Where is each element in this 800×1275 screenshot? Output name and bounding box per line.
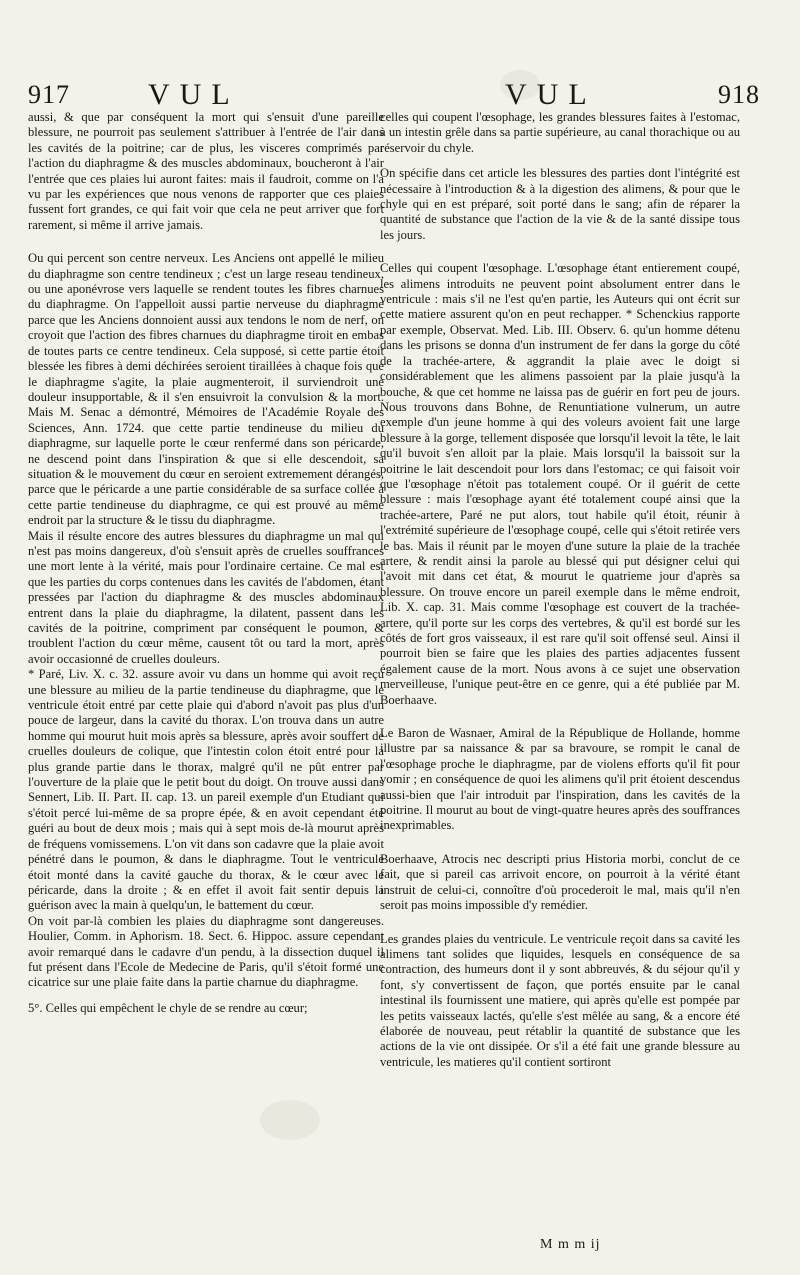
paragraph: On spécifie dans cet article les blessures des parties dont l'intégrité est nécessaire à l'introduction & à la digestion des alimens, & pour que le chyle qui en est préparé, soit porté dans le sang; afin de réparer la quantité de substance que l'action de la vie & de la santé dissipe tous les jours. <box>380 166 740 242</box>
paragraph: Mais il résulte encore des autres blessures du diaphragme un mal qui n'est pas moins dangereux, d'où s'ensuit après de cruelles souffrances une mort lente à la vérité, mais pour l'ordinaire certaine. Ce mal est que les parties du corps contenues dans les cavités de l'abdomen, étant pressées par l'action du diaphragme & des muscles abdominaux entrent dans la plaie du diaphragme, la dilatent, passent dans les cavités de la poitrine, compriment par conséquent le poumon, & troublent l'action du cœur même, causent tôt ou tard la mort, après avoir occasionné de cruelles douleurs. <box>28 528 384 666</box>
running-header <box>0 80 800 114</box>
left-column <box>28 110 384 1016</box>
paragraph: 5°. Celles qui empêchent le chyle de se rendre au cœur; <box>28 1000 308 1015</box>
paper-stain <box>500 70 540 100</box>
paragraph: Boerhaave, Atrocis nec descripti prius Historia morbi, conclut de ce fait, que si pareil cas arrivoit encore, on pourroit à la vérité étant instruit de celui-ci, connoître d'où procederoit le mal, mais qu'il n'en seroit pas moins impossible d'y remédier. <box>380 851 740 913</box>
running-head-right: VUL <box>505 78 597 111</box>
page-number-left: 917 <box>28 80 70 109</box>
page-number-right: 918 <box>718 80 760 109</box>
signature-mark: M m m ij <box>540 1237 601 1252</box>
right-column <box>380 110 740 1070</box>
paper-stain <box>260 1100 320 1140</box>
paragraph: aussi, & que par conséquent la mort qui s'ensuit d'une pareille blessure, ne pourroit pas seulement s'attribuer à l'entrée de l'air dans les cavités de la poitrine; car de plus, les visceres comprimés par l'action du diaphragme & des muscles abdominaux, boucheront à l'air l'entrée que ces plaies lui auront faites: mais il faudroit, comme on l'a vu par les expériences que nous venons de rapporter que ces plaies fussent fort grandes, ce qui fait voir que cela ne peut arriver que fort rarement, si même il arrive jamais. <box>28 110 384 232</box>
paragraph: Les grandes plaies du ventricule. Le ventricule reçoit dans sa cavité les alimens tant solides que liquides, lesquels en conséquence de sa contraction, des humeurs dont il y sont abbreuvés, & du séjour qu'il y font, s'y convertissent de façon, que portés ensuite par le canal intestinal ils fournissent une matiere, qui après qu'elle est pompée par les petits vaisseaux lactés, qu'elle s'est mêlée au sang, & a encore été élaborée de nouveau, peut rétablir la quantité de substance que les actions de la vie ont dissipée. Or s'il a été fait une grande blessure au ventricule, les matieres qu'il contient sortiront <box>380 931 740 1069</box>
paragraph: Celles qui coupent l'œsophage. L'œsophage étant entierement coupé, les alimens introduits ne peuvent point absolument entrer dans le ventricule : mais s'il ne l'est qu'en partie, les Auteurs qui ont écrit sur cette matiere assurent qu'on en peut rechapper. * Schenckius rapporte par exemple, Observat. Med. Lib. III. Observ. 6. qu'un homme détenu dans les prisons se donna d'un instrument de fer dans la gorge du côté de la trachée-artere, & aggrandit la plaie avec le doigt si considérablement que les alimens passoient par la plaie jusqu'à la bouche, & que cet homme ne laissa pas de guérir en fort peu de jours. Nous trouvons dans Bohne, de Renuntiatione vulnerum, un autre exemple d'un jeune homme à qui des voleurs avoient fait une large blessure à la gorge, tellement disposée que lorsqu'il levoit la tête, le lait qu'il buvoit s'en alloit par la plaie. Mais lorsqu'il la baissoit sur la poitrine le lait descendoit pour lors dans l'estomac; ce qui faisoit voir que l'œsophage n'étoit pas totalement coupé. Or il guérit de cette blessure : mais l'œsophage ayant été totalement coupé ainsi que la trachée-artere, Paré ne put alors, tout habile qu'il étoit, réunir à l'extrémité supérieure de l'œsophage coupé, celle qui s'étoit retirée vers le bas. Mais il réunit par le moyen d'une suture la plaie de la trachée artere, & rendit ainsi la parole au blessé qui put désigner celui qui l'avoit mit dans cet état, & mourut le quatrieme jour d'après sa blessure. On trouve encore un pareil exemple dans le même endroit, Lib. X. cap. 31. Mais comme l'œsophage est couvert de la trachée-artere, qu'il porte sur les corps des vertebres, & qu'il est bordé sur les côtés de fort gros vaisseaux, il est rare qu'il soit offensé seul. Ainsi il pourroit bien se faire que les plaies des parties adjacentes fussent également cause de la mort. Nous avons à ce sujet une observation merveilleuse, l'unique peut-être en ce genre, qui a été publiée par M. Boerhaave. <box>380 261 740 707</box>
paragraph: * Paré, Liv. X. c. 32. assure avoir vu dans un homme qui avoit reçu une blessure au milieu de la partie tendineuse du diaphragme, que le ventricule étoit entré par cette plaie qui d'abord n'avoit pas plus d'un pouce de largeur, dans la cavité du thorax. L'on trouva dans un autre homme qui mourut huit mois après sa blessure, après avoir souffert de cruelles douleurs de colique, que l'intestin colon étoit entré pour la plus grande partie dans le thorax, malgré qu'il ne pût entrer par l'ouverture de la plaie que le petit bout du doigt. On trouve aussi dans Sennert, Lib. II. Part. II. cap. 13. un pareil exemple d'un Etudiant qui s'étoit percé lui-même de sa propre épée, & en avoit cependant été guéri au bout de deux mois ; mais qui à sept mois de-là mourut après de fréquens vomissemens. L'on vit dans son cadavre que la plaie avoit pénétré dans le poumon, & dans le diaphragme. Tout le ventricule étoit monté dans la cavité gauche du thorax, & le cœur avec le péricarde, dans la droite ; & en effet il avoit fait sentir depuis la guérison avec la main à quelqu'un, le battement du cœur. <box>28 667 384 913</box>
paragraph: celles qui coupent l'œsophage, les grandes blessures faites à l'estomac, à un intestin grêle dans sa partie supérieure, au canal thorachique ou au réservoir du chyle. <box>380 110 740 155</box>
paragraph: On voit par-là combien les plaies du diaphragme sont dangereuses. Houlier, Comm. in Aphorism. 18. Sect. 6. Hippoc. assure cependant avoir remarqué dans le cadavre d'un pendu, à la dissection duquel il fut présent dans l'Ecole de Medecine de Paris, qu'il s'étoit formé une cicatrice sur une plaie faite dans la partie charnue du diaphragme. <box>28 913 384 990</box>
paragraph: Ou qui percent son centre nerveux. Les Anciens ont appellé le milieu du diaphragme son centre tendineux ; c'est un large reseau tendineux, ou une aponévrose vers laquelle se rendent toutes les fibres charnues du diaphragme. On l'appelloit aussi partie nerveuse du diaphragme parce que les Anciens donnoient aussi aux tendons le nom de nerf, on croyoit que l'action des fibres charnues du diaphragme tiroit en embas de toutes parts ce centre tendineux. Cela supposé, si cette partie étoit blessée les fibres à demi déchirées seroient tiraillées à chaque fois que le diaphragme s'agite, la plaie augmenteroit, il surviendroit une douleur insupportable, & il s'en ensuivroit la convulsion & la mort. Mais M. Senac a démontré, Mémoires de l'Académie Royale des Sciences, Ann. 1724. que cette partie tendineuse du milieu du diaphragme, sur laquelle porte le cœur renfermé dans son péricarde, ne descend point dans l'inspiration & que si elle descendoit, sa situation & le mouvement du cœur en seroient extremement dérangés, parce que le péricarde a une partie considérable de sa surface collée à cette partie tendineuse du diaphragme, ce qui est prouvé au même endroit par la structure & le tissu du diaphragme. <box>28 251 384 528</box>
running-head-left: VUL <box>148 78 240 111</box>
paragraph: Le Baron de Wasnaer, Amiral de la République de Hollande, homme illustre par sa naissance & par sa bravoure, se rompit le canal de l'œsophage proche le diaphragme, par de violens efforts qu'il fit pour vomir ; en conséquence de quoi les alimens qu'il prit étoient descendus aussi-bien que l'air introduit par l'inspiration, dans les cavités de la poitrine. Il mourut au bout de vingt-quatre heures après des souffrances inexprimables. <box>380 726 740 833</box>
